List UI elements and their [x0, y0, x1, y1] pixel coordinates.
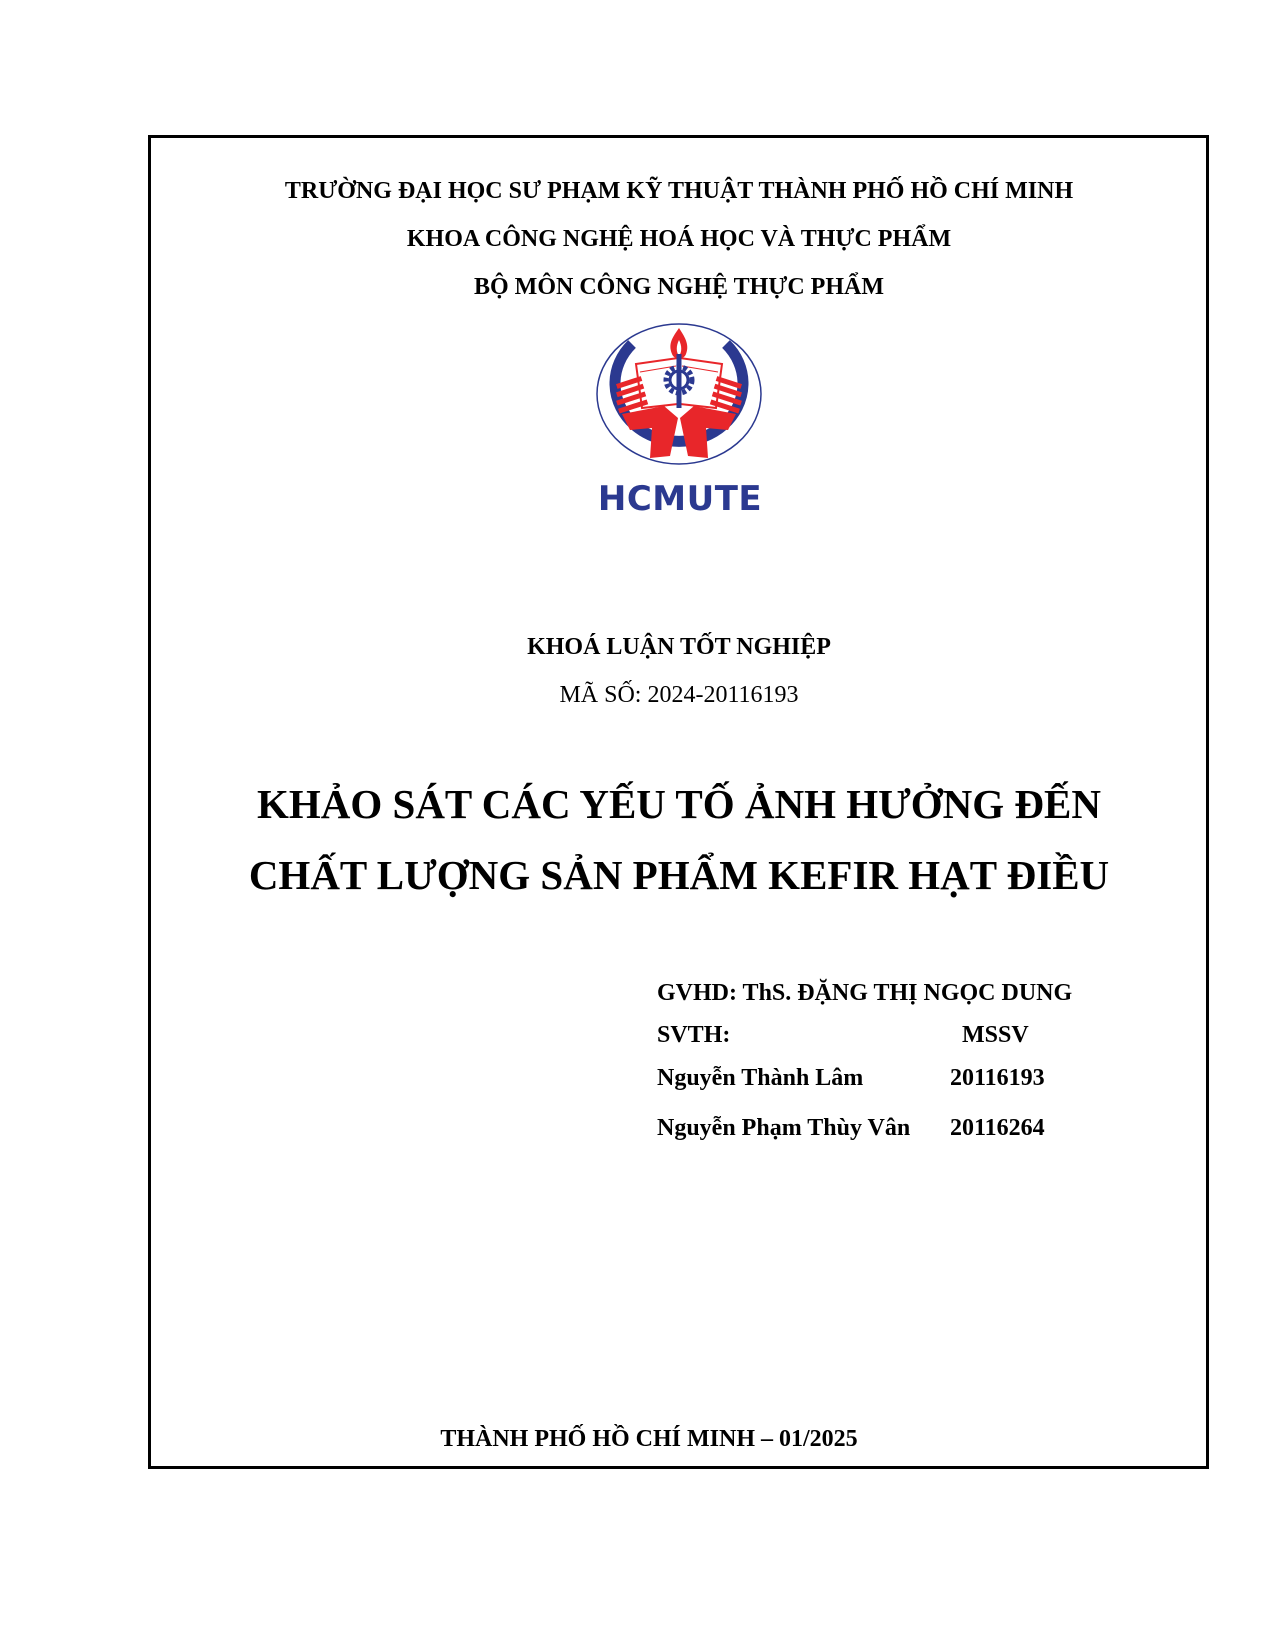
hcmute-logo	[594, 322, 766, 518]
thesis-title-line-2: CHẤT LƯỢNG SẢN PHẨM KEFIR HẠT ĐIỀU	[248, 852, 1110, 898]
place-and-date: THÀNH PHỐ HỒ CHÍ MINH – 01/2025	[440, 1426, 858, 1452]
students-label: SVTH:	[657, 1022, 731, 1048]
faculty-name: KHOA CÔNG NGHỆ HOÁ HỌC VÀ THỰC PHẨM	[406, 226, 952, 252]
thesis-title-line-1: KHẢO SÁT CÁC YẾU TỐ ẢNH HƯỞNG ĐẾN	[256, 781, 1101, 827]
logo-text: HCMUTE	[597, 479, 763, 518]
thesis-type: KHOÁ LUẬN TỐT NGHIỆP	[527, 634, 831, 660]
student-name: Nguyễn Phạm Thùy Vân	[657, 1115, 911, 1141]
university-name: TRƯỜNG ĐẠI HỌC SƯ PHẠM KỸ THUẬT THÀNH PHỐ HỒ CHÍ MINH	[284, 178, 1074, 204]
student-name: Nguyễn Thành Lâm	[657, 1065, 864, 1091]
student-id: 20116264	[950, 1115, 1045, 1141]
student-id: 20116193	[950, 1065, 1045, 1091]
department-name: BỘ MÔN CÔNG NGHỆ THỰC PHẨM	[474, 274, 884, 300]
advisor: GVHD: ThS. ĐẶNG THỊ NGỌC DUNG	[657, 980, 1073, 1006]
student-id-label: MSSV	[962, 1022, 1029, 1048]
thesis-code: MÃ SỐ: 2024-20116193	[559, 682, 799, 708]
